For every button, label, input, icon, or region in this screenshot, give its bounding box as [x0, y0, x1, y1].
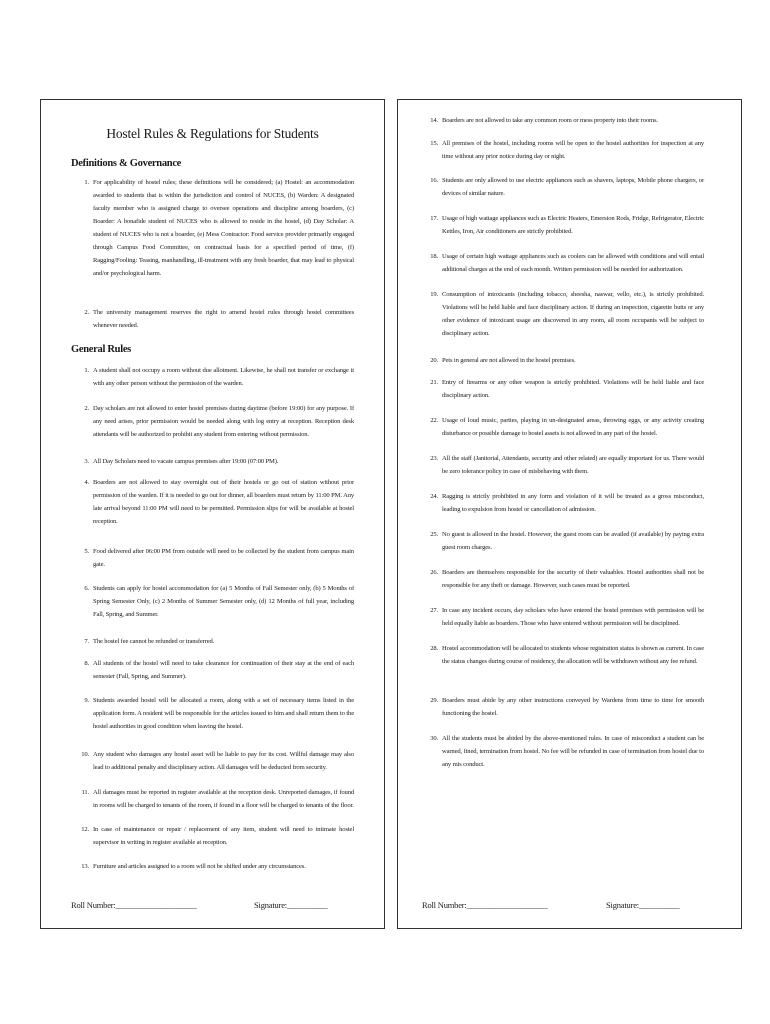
general-rule	[71, 545, 354, 571]
general-rule	[71, 582, 354, 621]
rule-text: All Day Scholars need to vacate campus premises after 19:00 (07:00 PM).	[93, 458, 279, 465]
rule-text: All damages must be reported in register available at the reception desk. Unreported damages, if found in rooms will be charged to tenants of the room, if found in a floor will be charged to tenants of the floor.	[93, 789, 354, 809]
continued-rule	[414, 354, 704, 367]
continued-rule	[414, 288, 704, 340]
rule-text: Hostel accommodation will be allocated to students whose registration status is shown as current. In case the status changes during course of residency, the allocation will be withdrawn without any fee refund.	[442, 645, 704, 665]
rule-text: All the staff (Janitorial, Attendants, security and other related) are equally important for us. There would be zero tolerance policy in case of misbehaving with them.	[442, 455, 704, 475]
continued-rule	[414, 250, 704, 276]
section-heading-definitions: Definitions & Governance	[71, 158, 182, 169]
rule-number: 1.	[84, 367, 89, 374]
rule-number: 6.	[84, 585, 89, 592]
rule-number: 30.	[430, 735, 438, 742]
rule-text: Pets in general are not allowed in the hostel premises.	[442, 357, 576, 364]
rule-text: Students can apply for hostel accommodation for (a) 5 Months of Fall Semester only, (b) 5 Months of Spring Semester Only, (c) 2 Months of Summer Semester only, (d) 12 Months of full year, including Fall, Spring, and Summer.	[93, 585, 354, 618]
continued-rule	[414, 376, 704, 402]
rule-number: 29.	[430, 697, 438, 704]
rule-text: Students are only allowed to use electric appliances such as shavers, laptops, Mobile phone chargers, or devices of similar nature.	[442, 177, 704, 197]
rule-number: 17.	[430, 215, 438, 222]
general-rule	[71, 748, 354, 774]
rule-number: 7.	[84, 638, 89, 645]
general-rule	[71, 860, 354, 873]
continued-rule	[414, 604, 704, 630]
signature-field: Signature:__________	[606, 900, 680, 910]
continued-rule	[414, 490, 704, 516]
rule-number: 2.	[84, 309, 89, 316]
continued-rule	[414, 114, 704, 127]
rule-number: 22.	[430, 417, 438, 424]
rule-number: 18.	[430, 253, 438, 260]
rule-text: Any student who damages any hostel asset will be liable to pay for its cost. Willful damage may also lead to additional penalty and disciplinary action. All damages will be deducted from security.	[93, 751, 354, 771]
continued-rule	[414, 414, 704, 440]
roll-number-field: Roll Number:____________________	[71, 900, 197, 910]
rule-text: No guest is allowed in the hostel. However, the guest room can be availed (if available) by paying extra guest room charges.	[442, 531, 704, 551]
continued-rule	[414, 694, 704, 720]
rule-number: 16.	[430, 177, 438, 184]
roll-number-field: Roll Number:____________________	[422, 900, 548, 910]
rule-number: 12.	[81, 826, 89, 833]
rule-number: 20.	[430, 357, 438, 364]
rule-number: 13.	[81, 863, 89, 870]
rule-number: 25.	[430, 531, 438, 538]
rule-text: Food delivered after 06:00 PM from outside will need to be collected by the student from campus main gate.	[93, 548, 354, 568]
general-rule	[71, 786, 354, 812]
rule-text: Boarders are themselves responsible for the security of their valuables. Hostel authorities shall not be responsible for any theft or damage. However, such cases must be reported.	[442, 569, 704, 589]
rule-number: 14.	[430, 117, 438, 124]
rule-number: 3.	[84, 458, 89, 465]
rule-text: Boarders must abide by any other instructions conveyed by Wardens from time to time for smooth functioning the hostel.	[442, 697, 704, 717]
rule-number: 2.	[84, 405, 89, 412]
definition-rule	[71, 306, 354, 332]
definition-rule	[71, 176, 354, 280]
rule-text: Entry of firearms or any other weapon is strictly prohibited. Violations will be held liable and face disciplinary action.	[442, 379, 704, 399]
rule-number: 10.	[81, 751, 89, 758]
continued-rule	[414, 566, 704, 592]
rule-text: Furniture and articles assigned to a room will not be shifted under any circumstances.	[93, 863, 306, 870]
continued-rule	[414, 137, 704, 163]
general-rule	[71, 657, 354, 683]
general-rule	[71, 635, 354, 648]
rule-text: Students awarded hostel will be allocated a room, along with a set of necessary items listed in the application form. A resident will be responsible for the articles issued to him and shall return them to the hostel authorities in good condition when leaving the hostel.	[93, 697, 354, 730]
rule-number: 21.	[430, 379, 438, 386]
continued-rule	[414, 642, 704, 668]
general-rule	[71, 823, 354, 849]
rule-text: Boarders are not allowed to take any common room or mess property into their rooms.	[442, 117, 658, 124]
continued-rule	[414, 732, 704, 771]
rule-text: In case any incident occurs, day scholars who have entered the hostel premises with permission will be held equally liable as boarders. Those who have entered without permission will be disciplined.	[442, 607, 704, 627]
rule-text: Boarders are not allowed to stay overnight out of their hostels or go out of station without prior permission of the warden. If it is needed to go out for dinner, all boarders must return by 11:00 PM. Any late arrival beyond 11:00 PM will need to be permitted. Permission slips for will be available at hostel reception.	[93, 479, 354, 525]
rule-number: 9.	[84, 697, 89, 704]
continued-rule	[414, 212, 704, 238]
rule-number: 28.	[430, 645, 438, 652]
general-rule	[71, 364, 354, 390]
rule-text: For applicability of hostel rules; these definitions will be considered; (a) Hostel: an accommodation awarded to students that is within the jurisdiction and control of NUCES, (b) Warden: A designated faculty member who is assigned charge to oversee operations and discipline among boarders, (c) Boarder: A bonafide student of NUCES who is allowed to reside in the hostel, (d) Day Scholar: A student of NUCES who is not a boarder, (e) Mess Contractor: Food service provider primarily engaged through Campus Food Committee, on contractual basis for a specified period of time, (f) Ragging/Fooling: Teasing, manhandling, ill-treatment with any fresh boarder, that may lead to physical and/or psychological harm.	[93, 179, 354, 277]
rule-text: In case of maintenance or repair / replacement of any item, student will need to intimate hostel supervisor in writing in register available at reception.	[93, 826, 354, 846]
rule-number: 24.	[430, 493, 438, 500]
rule-number: 23.	[430, 455, 438, 462]
document-page-right	[397, 99, 742, 929]
rule-number: 27.	[430, 607, 438, 614]
rule-text: All students of the hostel will need to take clearance for continuation of their stay at the end of each semester (Fall, Spring, and Summer).	[93, 660, 354, 680]
general-rule	[71, 694, 354, 733]
rule-number: 8.	[84, 660, 89, 667]
document-page-left	[40, 99, 385, 929]
rule-text: Consumption of intoxicants (including tobacco, sheesha, naswar, vello, etc.), is strictly prohibited. Violations will be held liable and face disciplinary action. If during an inspection, cigarette butts or any other evidence of intoxicant usage are discovered in any room, all room occupants will be subject to disciplinary action.	[442, 291, 704, 337]
rule-number: 19.	[430, 291, 438, 298]
rule-text: Usage of loud music, parties, playing in un-designated areas, throwing eggs, or any activity creating disturbance or possible damage to hostel assets is not allowed in any part of the hostel.	[442, 417, 704, 437]
rule-text: All the students must be abided by the above-mentioned rules. In case of misconduct a student can be warned, fined, termination from hostel. No fee will be refunded in case of termination from hostel due to any mis conduct.	[442, 735, 704, 768]
rule-number: 5.	[84, 548, 89, 555]
continued-rule	[414, 452, 704, 478]
rule-number: 4.	[84, 479, 89, 486]
continued-rule	[414, 528, 704, 554]
rule-number: 1.	[84, 179, 89, 186]
general-rule	[71, 455, 354, 468]
section-heading-general: General Rules	[71, 344, 131, 355]
document-title: Hostel Rules & Regulations for Students	[106, 126, 319, 141]
rule-text: Usage of high wattage appliances such as Electric Heaters, Emersion Rods, Fridge, Refrigerator, Electric Kettles, Iron, Air conditioners are strictly prohibited.	[442, 215, 704, 235]
rule-text: Ragging is strictly prohibited in any form and violation of it will be treated as a gross misconduct, leading to expulsion from hostel or cancellation of admission.	[442, 493, 704, 513]
continued-rule	[414, 174, 704, 200]
rule-number: 15.	[430, 140, 438, 147]
rule-number: 11.	[81, 789, 89, 796]
rule-text: The university management reserves the right to amend hostel rules through hostel committees whenever needed.	[93, 309, 354, 329]
rule-text: All premises of the hostel, including rooms will be open to the hostel authorities for inspection at any time without any prior notice during day or night.	[442, 140, 704, 160]
general-rule	[71, 476, 354, 528]
rule-text: Usage of certain high wattage appliances such as coolers can be allowed with conditions and will entail additional charges at the end of each month. Written permission will be needed for authorization.	[442, 253, 704, 273]
rule-number: 26.	[430, 569, 438, 576]
signature-field: Signature:__________	[254, 900, 328, 910]
general-rule	[71, 402, 354, 441]
rule-text: Day scholars are not allowed to enter hostel premises during daytime (before 19:00) for any purpose. If any need arises, prior permission would be needed along with log entry at reception. Reception desk attendants will be authorized to prohibit any student from entering without permission.	[93, 405, 354, 438]
rule-text: The hostel fee cannot be refunded or transferred.	[93, 638, 215, 645]
rule-text: A student shall not occupy a room without due allotment. Likewise, he shall not transfer or exchange it with any other person without the permission of the warden.	[93, 367, 354, 387]
